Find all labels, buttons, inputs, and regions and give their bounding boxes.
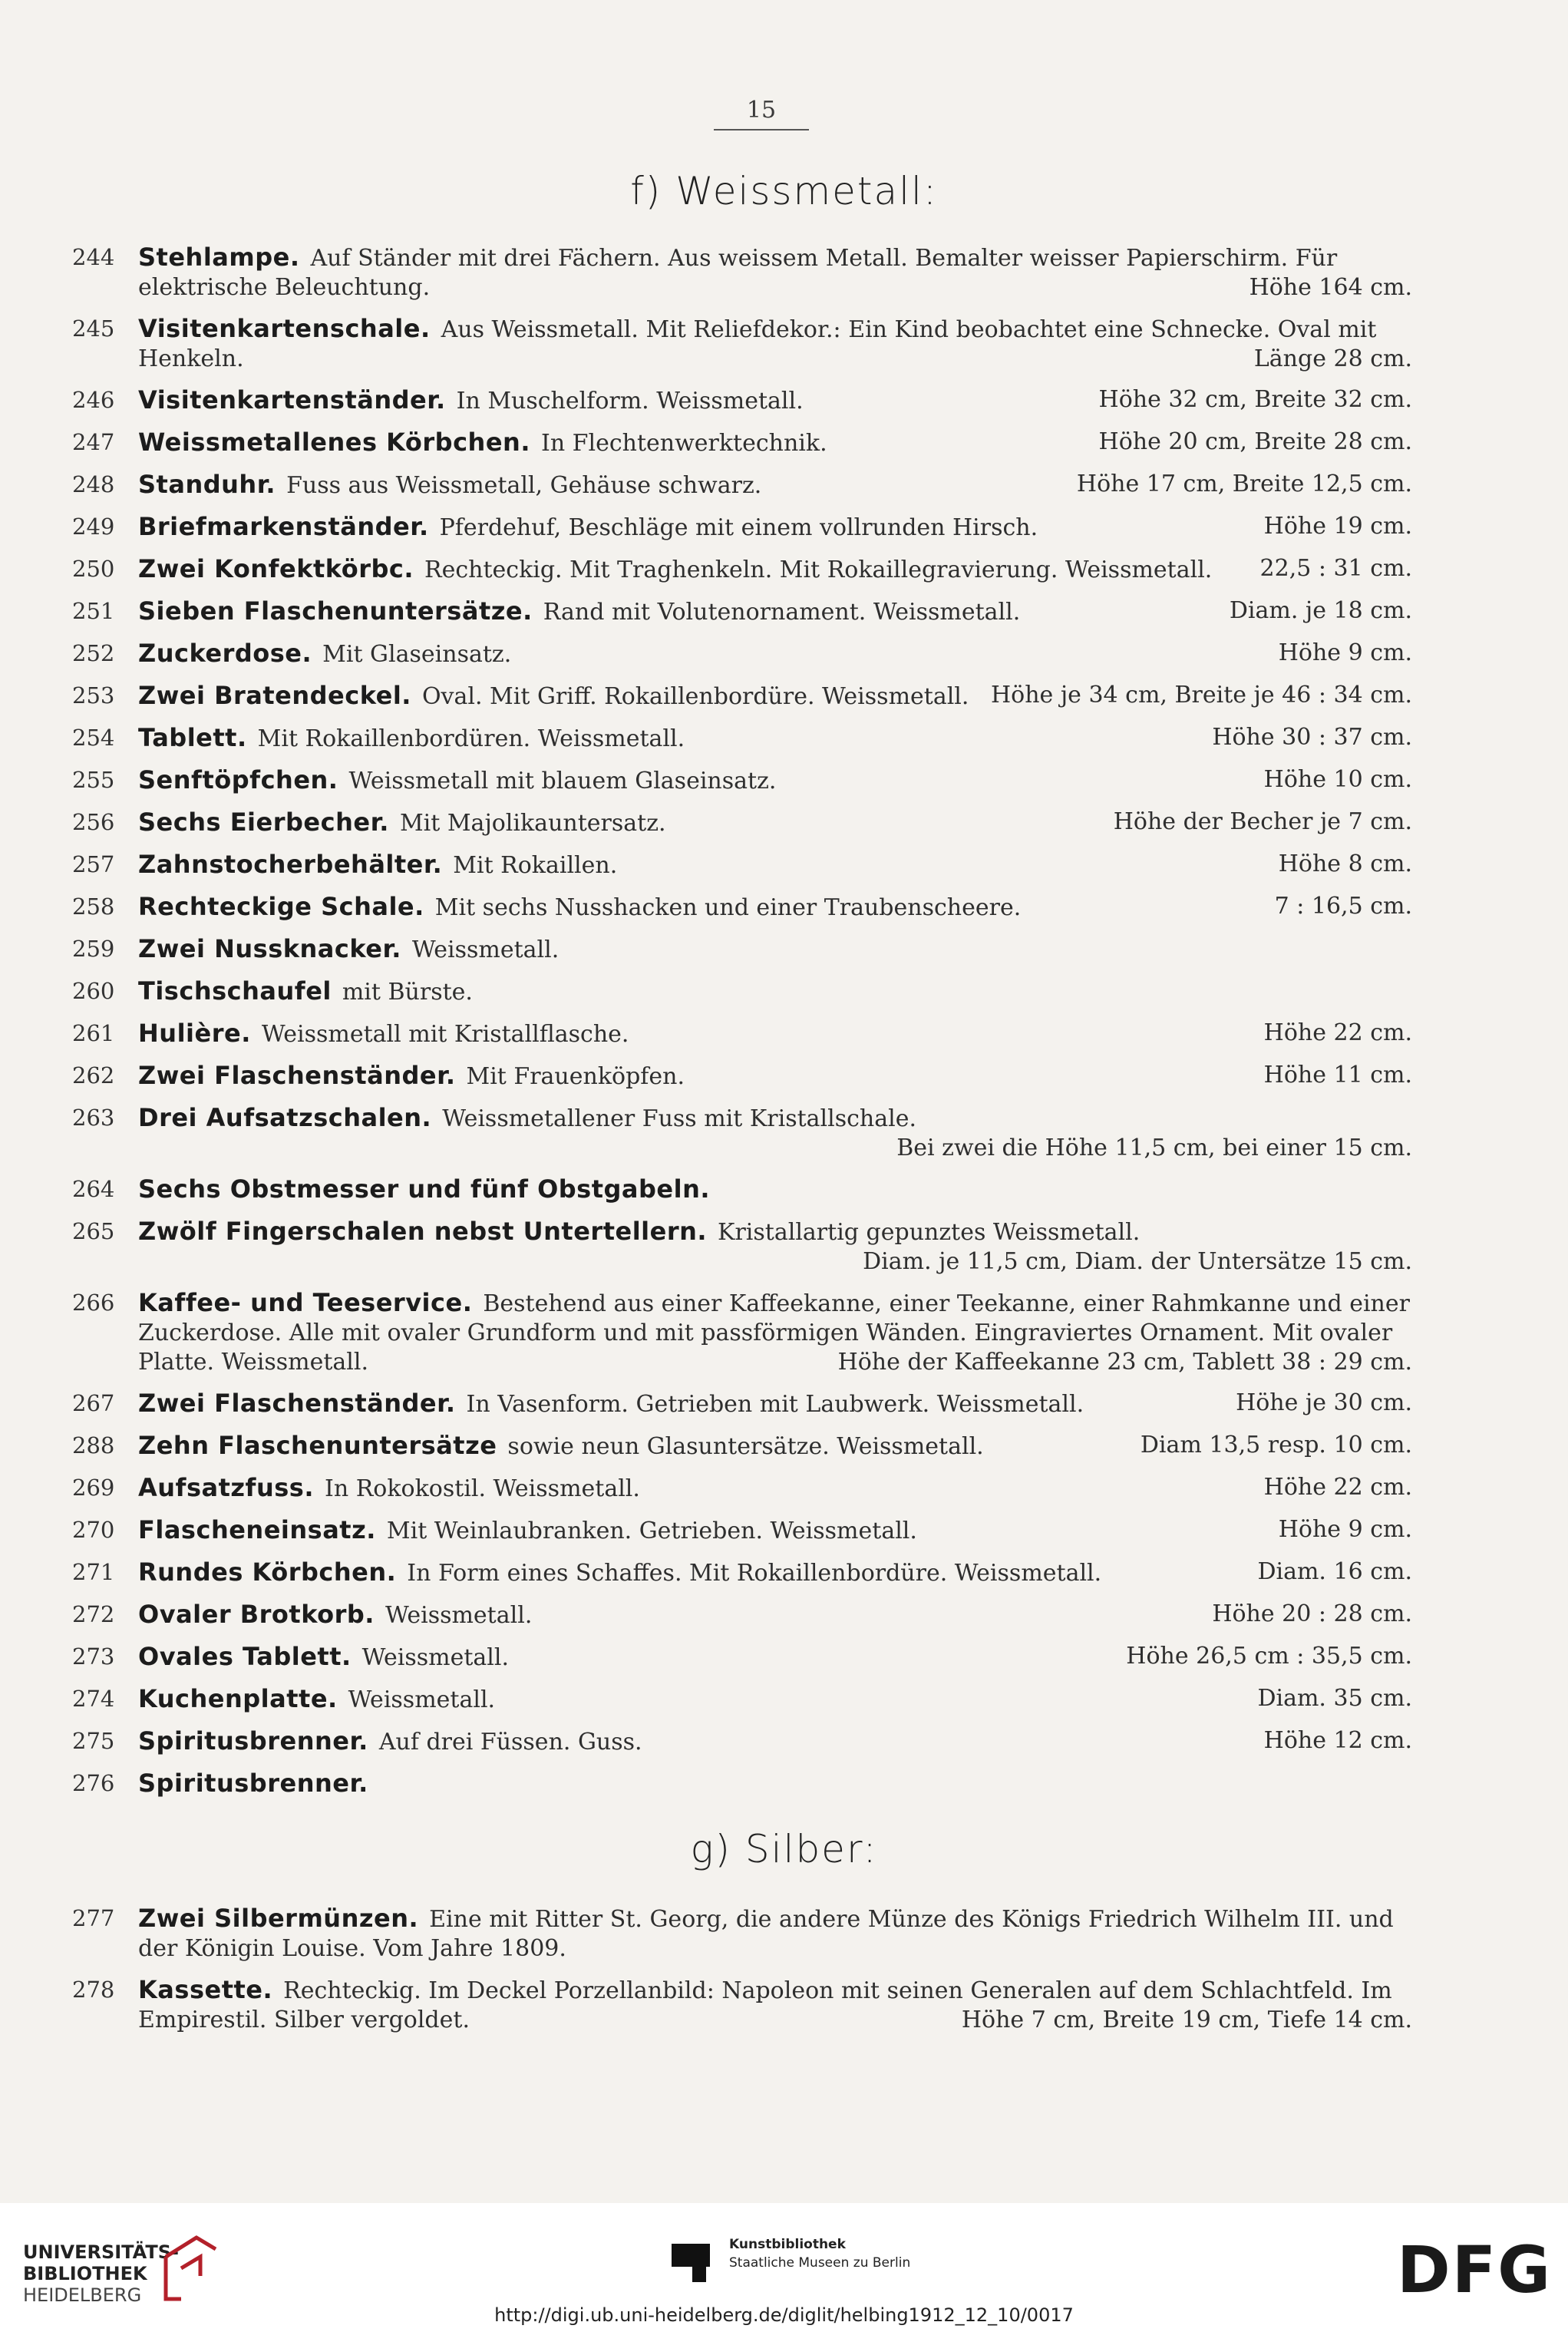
entry-title: Briefmarkenständer. [138, 512, 429, 541]
entry-title: Spiritusbrenner. [138, 1726, 368, 1756]
catalog-entry [0, 1904, 1568, 1964]
entry-title: Kassette. [138, 1975, 273, 2004]
entry-number: 258 [72, 893, 115, 920]
entry-measurement: Höhe je 30 cm. [1236, 1389, 1412, 1416]
catalog-entry [0, 976, 1568, 1007]
entry-number: 247 [72, 429, 115, 455]
entry-number: 267 [72, 1390, 115, 1416]
entry-title: Zuckerdose. [138, 639, 312, 668]
entry-number: 255 [72, 767, 115, 793]
entry-body [138, 1975, 1412, 2035]
entry-body [138, 1642, 1412, 1673]
entry-title: Rundes Körbchen. [138, 1557, 397, 1587]
catalog-entry [0, 1769, 1568, 1799]
entry-body [138, 385, 1412, 416]
catalog-entry [0, 243, 1568, 302]
entry-description: Mit Glaseinsatz. [322, 641, 512, 668]
entry-title: Zwölf Fingerschalen nebst Untertellern. [138, 1217, 708, 1246]
entry-body [138, 765, 1412, 796]
entry-measurement: Höhe 19 cm. [1263, 513, 1412, 540]
entry-body [138, 470, 1412, 500]
entry-title: Hulière. [138, 1019, 251, 1048]
entry-measurement: Höhe 8 cm. [1278, 851, 1412, 877]
entry-measurement: Diam. 35 cm. [1257, 1685, 1412, 1712]
entry-description: mit Bürste. [342, 979, 473, 1006]
entry-list-weissmetall [0, 243, 1568, 1811]
catalog-entry [0, 1726, 1568, 1757]
entry-body [138, 1103, 1412, 1163]
entry-title: Zwei Nussknacker. [138, 934, 401, 963]
entry-body [138, 314, 1412, 374]
entry-title: Tablett. [138, 723, 247, 752]
entry-measurement: Höhe 20 : 28 cm. [1212, 1600, 1412, 1627]
entry-body [138, 1431, 1412, 1462]
entry-body [138, 1726, 1412, 1757]
entry-number: 272 [72, 1601, 115, 1627]
catalog-entry [0, 1288, 1568, 1377]
entry-number: 253 [72, 682, 115, 709]
entry-number: 259 [72, 936, 115, 962]
entry-measurement: Höhe 9 cm. [1278, 639, 1412, 666]
entry-body [138, 512, 1412, 543]
entry-description: Rechteckig. Mit Traghenkeln. Mit Rokaillegravierung. Weissmetall. [424, 557, 1213, 583]
entry-measurement: Höhe 17 cm, Breite 12,5 cm. [1076, 471, 1412, 497]
entry-description: Weissmetall. [411, 936, 560, 963]
entry-number: 245 [72, 315, 115, 342]
entry-description: Weissmetall mit blauem Glaseinsatz. [348, 768, 777, 794]
entry-body [138, 1019, 1412, 1049]
footer-bar [0, 2203, 1568, 2332]
entry-body [138, 596, 1412, 627]
entry-body [138, 1904, 1412, 1964]
entry-number: 273 [72, 1643, 115, 1670]
entry-description: Weissmetall. [348, 1686, 496, 1713]
entry-measurement: Diam. 16 cm. [1257, 1558, 1412, 1585]
entry-number: 251 [72, 598, 115, 624]
entry-number: 269 [72, 1475, 115, 1501]
entry-description: Mit sechs Nusshacken und einer Traubenscheere. [434, 894, 1022, 921]
entry-body [138, 808, 1412, 838]
entry-description: In Form eines Schaffes. Mit Rokaillenbordüre. Weissmetall. [407, 1560, 1102, 1587]
source-url[interactable]: http://digi.ub.uni-heidelberg.de/diglit/helbing1912_12_10/0017 [494, 2304, 1074, 2326]
entry-body [138, 1174, 1412, 1205]
entry-description: Weissmetallener Fuss mit Kristallschale. [442, 1105, 917, 1132]
entry-body [138, 243, 1412, 302]
entry-title: Kuchenplatte. [138, 1684, 338, 1713]
entry-description: Auf drei Füssen. Guss. [378, 1729, 642, 1756]
page-number: 15 [746, 97, 777, 124]
entry-number: 249 [72, 514, 115, 540]
entry-list-silber [0, 1904, 1568, 2046]
entry-measurement: Höhe 7 cm, Breite 19 cm, Tiefe 14 cm. [961, 2007, 1412, 2033]
entry-measurement: Diam. je 18 cm. [1229, 597, 1412, 624]
entry-body [138, 554, 1412, 585]
entry-measurement: Höhe 22 cm. [1263, 1474, 1412, 1501]
entry-title: Zwei Bratendeckel. [138, 681, 411, 710]
entry-description: Weissmetall mit Kristallflasche. [261, 1021, 629, 1048]
entry-title: Spiritusbrenner. [138, 1769, 368, 1798]
entry-number: 252 [72, 640, 115, 666]
entry-measurement: Höhe der Becher je 7 cm. [1113, 808, 1412, 835]
entry-description: Weissmetall. [385, 1602, 533, 1629]
entry-body [138, 639, 1412, 669]
entry-measurement: Diam. je 11,5 cm, Diam. der Untersätze 15 cm. [863, 1248, 1412, 1275]
entry-body [138, 1684, 1412, 1715]
entry-measurement: Höhe 12 cm. [1263, 1727, 1412, 1754]
catalog-entry [0, 1684, 1568, 1715]
entry-title: Ovales Tablett. [138, 1642, 352, 1671]
entry-title: Sechs Obstmesser und fünf Obstgabeln. [138, 1174, 711, 1204]
catalog-entry [0, 1515, 1568, 1546]
entry-number: 244 [72, 244, 115, 270]
kb-subtitle: Staatliche Museen zu Berlin [729, 2255, 911, 2271]
entry-body [138, 428, 1412, 458]
catalog-entry [0, 554, 1568, 585]
entry-description: Rechteckig. Im Deckel Porzellanbild: Napoleon mit seinen Generalen auf dem Schlachtfeld. Im Empirestil. Silber vergoldet. [138, 1977, 1400, 2033]
entry-number: 271 [72, 1559, 115, 1585]
entry-measurement: Höhe je 34 cm, Breite je 46 : 34 cm. [991, 682, 1412, 709]
catalog-entry [0, 1642, 1568, 1673]
entry-title: Drei Aufsatzschalen. [138, 1103, 432, 1132]
ub-heidelberg-text [23, 2241, 179, 2306]
catalog-entry [0, 512, 1568, 543]
ub-line-2: BIBLIOTHEK [23, 2263, 147, 2284]
kb-title: Kunstbibliothek [729, 2237, 846, 2252]
catalog-entry [0, 1174, 1568, 1205]
entry-title: Visitenkartenschale. [138, 314, 431, 343]
entry-measurement: Höhe 10 cm. [1263, 766, 1412, 793]
entry-title: Zwei Silbermünzen. [138, 1904, 419, 1933]
entry-number: 257 [72, 851, 115, 877]
catalog-entry [0, 1103, 1568, 1163]
catalog-entry [0, 1975, 1568, 2035]
entry-description: Bestehend aus einer Kaffeekanne, einer Teekanne, einer Rahmkanne und einer Zuckerdose. Alle mit ovaler Grundform und mit passförmigen Wänden. Eingraviertes Ornament. Mit ovaler Platte. Weissmetall. [138, 1290, 1418, 1376]
entry-number: 254 [72, 725, 115, 751]
entry-number: 262 [72, 1062, 115, 1088]
entry-body [138, 1217, 1412, 1277]
entry-description: In Muschelform. Weissmetall. [456, 388, 804, 415]
entry-description: Rand mit Volutenornament. Weissmetall. [543, 599, 1021, 626]
entry-body [138, 1288, 1418, 1377]
entry-description: sowie neun Glasuntersätze. Weissmetall. [507, 1433, 984, 1460]
kunstbibliothek-logo-icon [668, 2240, 714, 2286]
entry-measurement: Höhe 22 cm. [1263, 1019, 1412, 1046]
entry-body [138, 976, 1412, 1007]
entry-title: Kaffee- und Teeservice. [138, 1288, 473, 1317]
entry-number: 256 [72, 809, 115, 835]
section-heading-weissmetall: f) Weissmetall: [630, 169, 938, 213]
entry-title: Senftöpfchen. [138, 765, 338, 794]
entry-title: Zwei Flaschenständer. [138, 1061, 456, 1090]
entry-measurement: Höhe der Kaffeekanne 23 cm, Tablett 38 : 29 cm. [837, 1349, 1412, 1376]
entry-measurement: 7 : 16,5 cm. [1274, 893, 1412, 920]
kunstbibliothek-text [729, 2235, 910, 2272]
entry-description: Kristallartig gepunztes Weissmetall. [718, 1219, 1141, 1246]
entry-body [138, 681, 1412, 712]
catalog-entry [0, 1061, 1568, 1092]
entry-body [138, 1769, 1412, 1799]
entry-title: Zwei Flaschenständer. [138, 1389, 456, 1418]
entry-number: 250 [72, 556, 115, 582]
entry-number: 248 [72, 471, 115, 497]
entry-measurement: 22,5 : 31 cm. [1259, 555, 1412, 582]
entry-description: Mit Weinlaubranken. Getrieben. Weissmetall. [386, 1518, 917, 1544]
entry-description: In Rokokostil. Weissmetall. [324, 1475, 640, 1502]
entry-body [138, 1515, 1412, 1546]
entry-number: 266 [72, 1290, 115, 1316]
entry-description: Mit Rokaillen. [453, 852, 618, 879]
entry-number: 260 [72, 978, 115, 1004]
entry-description: Oval. Mit Griff. Rokaillenbordüre. Weissmetall. [421, 683, 969, 710]
entry-description: Fuss aus Weissmetall, Gehäuse schwarz. [286, 472, 762, 499]
entry-number: 288 [72, 1432, 115, 1458]
entry-number: 261 [72, 1020, 115, 1046]
catalog-entry [0, 1019, 1568, 1049]
entry-measurement: Höhe 20 cm, Breite 28 cm. [1098, 428, 1412, 455]
entry-title: Zwei Konfektkörbc. [138, 554, 414, 583]
entry-description: In Flechtenwerktechnik. [540, 430, 827, 457]
catalog-entry [0, 385, 1568, 416]
entry-title: Zehn Flaschenuntersätze [138, 1431, 497, 1460]
entry-measurement: Höhe 30 : 37 cm. [1212, 724, 1412, 751]
entry-title: Aufsatzfuss. [138, 1473, 314, 1502]
entry-description: Eine mit Ritter St. Georg, die andere Münze des Königs Friedrich Wilhelm III. und der Königin Louise. Vom Jahre 1809. [138, 1906, 1401, 1962]
entry-body [138, 1389, 1412, 1419]
entry-title: Sechs Eierbecher. [138, 808, 389, 837]
dfg-logo: DFG [1397, 2232, 1553, 2307]
catalog-entry [0, 1389, 1568, 1419]
page-number-rule [714, 129, 809, 130]
entry-description: In Vasenform. Getrieben mit Laubwerk. Weissmetall. [466, 1391, 1084, 1418]
entry-number: 275 [72, 1728, 115, 1754]
catalog-entry [0, 1557, 1568, 1588]
catalog-entry [0, 639, 1568, 669]
section-heading-silber: g) Silber: [690, 1827, 878, 1871]
entry-body [138, 723, 1412, 754]
entry-title: Zahnstocherbehälter. [138, 850, 443, 879]
entry-body [138, 1557, 1412, 1588]
catalog-entry [0, 1217, 1568, 1277]
entry-number: 270 [72, 1517, 115, 1543]
entry-number: 276 [72, 1770, 115, 1796]
entry-description: Mit Frauenköpfen. [466, 1063, 685, 1090]
entry-body [138, 1061, 1412, 1092]
entry-body [138, 850, 1412, 880]
entry-title: Stehlampe. [138, 243, 300, 272]
entry-description: Pferdehuf, Beschläge mit einem vollrunden Hirsch. [439, 514, 1038, 541]
entry-number: 274 [72, 1686, 115, 1712]
catalog-entry [0, 808, 1568, 838]
entry-title: Flascheneinsatz. [138, 1515, 376, 1544]
catalog-entry [0, 428, 1568, 458]
entry-description: Weissmetall. [361, 1644, 510, 1671]
entry-title: Weissmetallenes Körbchen. [138, 428, 530, 457]
catalog-entry [0, 765, 1568, 796]
entry-body [138, 892, 1412, 923]
ub-line-1: UNIVERSITÄTS- [23, 2241, 180, 2263]
entry-description: Mit Rokaillenbordüren. Weissmetall. [257, 725, 685, 752]
entry-measurement: Höhe 26,5 cm : 35,5 cm. [1126, 1643, 1412, 1670]
entry-measurement: Höhe 11 cm. [1263, 1062, 1412, 1088]
catalog-entry [0, 470, 1568, 500]
catalog-entry [0, 934, 1568, 965]
catalog-entry [0, 681, 1568, 712]
ub-heidelberg-logo-icon [158, 2234, 220, 2303]
entry-number: 264 [72, 1176, 115, 1202]
catalog-entry [0, 892, 1568, 923]
entry-body [138, 934, 1412, 965]
entry-number: 246 [72, 387, 115, 413]
entry-title: Ovaler Brotkorb. [138, 1600, 375, 1629]
entry-measurement: Höhe 164 cm. [1249, 274, 1412, 301]
ub-line-3: HEIDELBERG [23, 2284, 142, 2306]
entry-body [138, 1600, 1412, 1630]
entry-description: Auf Ständer mit drei Fächern. Aus weissem Metall. Bemalter weisser Papierschirm. Für elektrische Beleuchtung. [138, 245, 1345, 301]
entry-measurement: Diam 13,5 resp. 10 cm. [1140, 1432, 1412, 1458]
entry-measurement: Höhe 9 cm. [1278, 1516, 1412, 1543]
catalog-entry [0, 1473, 1568, 1504]
entry-measurement: Höhe 32 cm, Breite 32 cm. [1098, 386, 1412, 413]
entry-title: Standuhr. [138, 470, 276, 499]
catalog-entry [0, 596, 1568, 627]
catalog-entry [0, 850, 1568, 880]
entry-title: Tischschaufel [138, 976, 332, 1006]
entry-title: Visitenkartenständer. [138, 385, 446, 415]
entry-number: 265 [72, 1218, 115, 1244]
catalog-entry [0, 1600, 1568, 1630]
entry-measurement: Bei zwei die Höhe 11,5 cm, bei einer 15 cm. [896, 1135, 1412, 1161]
entry-measurement: Länge 28 cm. [1253, 345, 1412, 372]
entry-body [138, 1473, 1412, 1504]
entry-description: Mit Majolikauntersatz. [399, 810, 666, 837]
entry-number: 278 [72, 1977, 115, 2003]
entry-number: 277 [72, 1905, 115, 1931]
entry-title: Sieben Flaschenuntersätze. [138, 596, 533, 626]
catalog-entry [0, 1431, 1568, 1462]
entry-title: Rechteckige Schale. [138, 892, 424, 921]
catalog-entry [0, 723, 1568, 754]
entry-description: Aus Weissmetall. Mit Reliefdekor.: Ein Kind beobachtet eine Schnecke. Oval mit Henkeln. [138, 316, 1384, 372]
entry-number: 263 [72, 1105, 115, 1131]
catalog-entry [0, 314, 1568, 374]
